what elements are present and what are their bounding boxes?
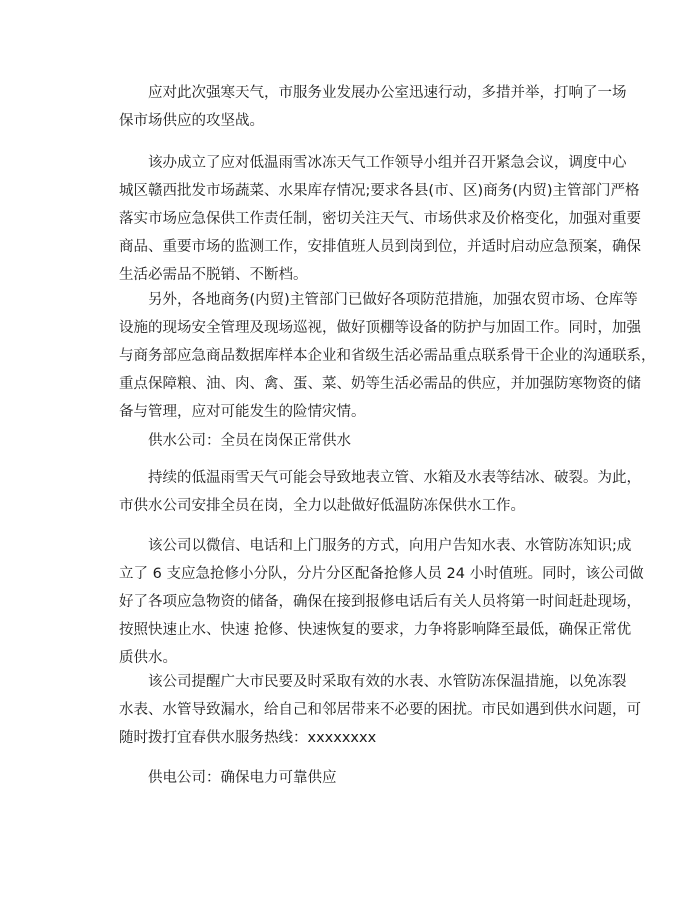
paragraph-line: 商品、重要市场的监测工作，安排值班人员到岗到位，并适时启动应急预案，确保 [119, 239, 641, 255]
paragraph-2 [119, 149, 641, 289]
paragraph-line: 另外，各地商务(内贸)主管部门已做好各项防范措施，加强农贸市场、仓库等 [148, 292, 638, 308]
paragraph-line: 立了 6 支应急抢修小分队，分片分区配备抢修人员 24 小时值班。同时，该公司做 [119, 566, 644, 582]
paragraph-line: 该公司提醒广大市民要及时采取有效的水表、水管防冻保温措施，以免冻裂 [148, 674, 627, 690]
paragraph-line: 设施的现场安全管理及现场巡视，做好顶棚等设备的防护与加固工作。同时，加强 [119, 320, 641, 336]
paragraph-line: 应对此次强寒天气，市服务业发展办公室迅速行动，多措并举，打响了一场 [148, 85, 627, 101]
paragraph-line: 生活必需品不脱销、不断档。 [119, 267, 308, 283]
paragraph-line: 市供水公司安排全员在岗，全力以赴做好低温防冻保供水工作。 [119, 498, 525, 514]
section-heading-power [119, 764, 599, 792]
paragraph-line: 与商务部应急商品数据库样本企业和省级生活必需品重点联系骨干企业的沟通联系， [119, 348, 656, 364]
paragraph-line: 供水公司：全员在岗保正常供水 [148, 433, 351, 449]
paragraph-line: 该办成立了应对低温雨雪冰冻天气工作领导小组并召开紧急会议，调度中心 [148, 155, 627, 171]
section-heading-water [119, 427, 599, 455]
paragraph-line: 落实市场应急保供工作责任制，密切关注天气、市场供求及价格变化，加强对重要 [119, 211, 641, 227]
paragraph-line: 按照快速止水、快速 抢修、快速恢复的要求，力争将影响降至最低，确保正常优 [119, 622, 632, 638]
paragraph-5 [119, 464, 641, 520]
paragraph-line: 水表、水管导致漏水，给自己和邻居带来不必要的困扰。市民如遇到供水问题，可 [119, 702, 641, 718]
paragraph-line: 持续的低温雨雪天气可能会导致地表立管、水箱及水表等结冰、破裂。为此， [148, 470, 641, 486]
paragraph-line: 随时拨打宜春供水服务热线：xxxxxxxx [119, 730, 377, 746]
paragraph-line: 城区赣西批发市场蔬菜、水果库存情况;要求各县(市、区)商务(内贸)主管部门严格 [119, 183, 640, 199]
paragraph-1 [119, 79, 627, 135]
paragraph-7 [119, 668, 641, 752]
paragraph-6 [119, 532, 644, 672]
paragraph-line: 备与管理，应对可能发生的险情灾情。 [119, 404, 366, 420]
paragraph-line: 该公司以微信、电话和上门服务的方式，向用户告知水表、水管防冻知识;成 [148, 538, 632, 554]
paragraph-line: 重点保障粮、油、肉、禽、蛋、菜、奶等生活必需品的供应，并加强防寒物资的储 [119, 376, 641, 392]
paragraph-line: 质供水。 [119, 650, 177, 666]
paragraph-line: 供电公司：确保电力可靠供应 [148, 770, 337, 786]
paragraph-line: 保市场供应的攻坚战。 [119, 113, 264, 129]
paragraph-3 [119, 286, 656, 426]
paragraph-line: 好了各项应急物资的储备，确保在接到报修电话后有关人员将第一时间赶赴现场， [119, 594, 641, 610]
